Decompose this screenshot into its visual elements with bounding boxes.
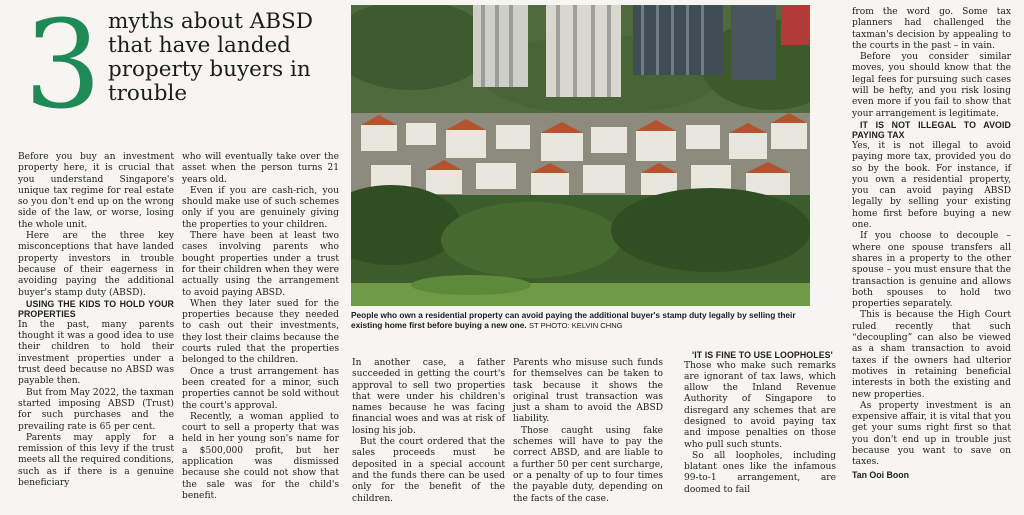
- paragraph: As property investment is an expensive affair, it is vital that you get your sums right first so that you don't end up in trouble just because you want to save on taxes.: [852, 400, 1011, 468]
- photo-caption: [351, 310, 811, 332]
- paragraph: Those who make such remarks are ignorant of tax laws, which allow the Inland Revenue Authority of Singapore to disregard any schemes that are designed to avoid paying tax and impose penalties on those who pull such stunts.: [684, 360, 836, 450]
- paragraph: There have been at least two cases involving parents who bought properties under a trust for their children when they were actually using the arrangement to avoid paying ABSD.: [182, 231, 339, 298]
- paragraph: Here are the three key misconceptions that have landed property investors in trouble because of their eagerness in avoiding paying the additional buyer's stamp duty (ABSD).: [18, 231, 174, 298]
- paragraph: Those caught using fake schemes will have to pay the correct ABSD, and are liable to a further 50 per cent surcharge, or a penalty of up to four times the payable duty, depending on the facts of the case.: [513, 425, 663, 504]
- paragraph: Once a trust arrangement has been created for a minor, such properties cannot be sold without the court's approval.: [182, 366, 339, 411]
- author-byline: Tan Ooi Boon: [852, 469, 910, 480]
- headline-number: 3: [24, 0, 102, 136]
- column-6: [852, 7, 1011, 481]
- paragraph: In another case, a father succeeded in getting the court's approval to sell two properties that were under his children's names because he was facing financial woes and was at risk of losing his job.: [352, 358, 505, 436]
- column-2: [182, 152, 339, 502]
- paragraph: Yes, it is not illegal to avoid paying more tax, provided you do so by the book. For instance, if you own a residential property, you can avoid paying ABSD legally by selling your existing home first before buying a new one.: [852, 140, 1011, 231]
- photo-landed-housing-estate: [351, 5, 810, 306]
- paragraph: Before you consider similar moves, you should know that the legal fees for pursuing such cases will be hefty, and you risk losing even more if you fail to show that your arrangement is legitimate.: [852, 52, 1011, 119]
- paragraph: When they later sued for the properties because they needed to cash out their investments, they lost their claims because the courts ruled that the properties belonged to the children.: [182, 298, 339, 366]
- column-1: [18, 152, 174, 489]
- paragraph: from the word go. Some tax planners had challenged the taxman's decision by appealing to the courts in the past – in vain.: [852, 7, 1011, 51]
- paragraph: In the past, many parents thought it was a good idea to use their children to hold their investment properties under a trust deed because no ABSD was payable then.: [18, 319, 174, 387]
- headline: myths about ABSD that have landed property buyers in trouble: [108, 9, 314, 106]
- paragraph: Before you buy an investment property here, it is crucial that you understand Singapore's unique tax regime for real estate so you don't end up on the wrong side of the law, or worse, losing the whole unit.: [18, 152, 174, 230]
- paragraph: Recently, a woman applied to court to sell a property that was held in her young son's name for a $500,000 profit, but her application was dismissed because she could not show that the sale was for the child's benefit.: [182, 411, 339, 501]
- paragraph: So all loopholes, including blatant ones like the infamous 99-to-1 arrangement, are doomed to fail: [684, 450, 836, 495]
- paragraph: Parents who misuse such funds for themselves can be taken to task because it shows the original trust transaction was just a sham to avoid the ABSD liability.: [513, 358, 663, 425]
- column-5: [684, 350, 836, 496]
- paragraph: But the court ordered that the sales proceeds must be deposited in a special account and the funds there can be used only for the benefit of the children.: [352, 437, 505, 504]
- paragraph: who will eventually take over the asset when the person turns 21 years old.: [182, 152, 339, 185]
- caption-text: People who own a residential property can avoid paying the additional buyer's stamp duty legally by selling their existing home first before buying a new one.: [351, 310, 796, 331]
- subhead-loopholes: 'IT IS FINE TO USE LOOPHOLES': [692, 350, 833, 360]
- paragraph: But from May 2022, the taxman started imposing ABSD (Trust) for such purchases and the prevailing rate is 65 per cent.: [18, 387, 174, 432]
- paragraph: If you choose to decouple – where one spouse transfers all shares in a property to the other spouse – you must ensure that the transaction is genuine and allows both spouses to hold two properties separately.: [852, 231, 1011, 310]
- photo-illustration: [351, 5, 810, 306]
- subhead-not-illegal: IT IS NOT ILLEGAL TO AVOID PAYING TAX: [852, 119, 1011, 141]
- paragraph: Parents may apply for a remission of this levy if the trust meets all the required conditions, such as if there is a genuine beneficiary: [18, 432, 174, 489]
- column-4: [513, 358, 663, 505]
- paragraph: Even if you are cash-rich, you should make use of such schemes only if you are genuinely giving the properties to your children.: [182, 185, 339, 230]
- subhead-using-kids: USING THE KIDS TO HOLD YOUR PROPERTIES: [18, 298, 174, 320]
- photo-credit: ST PHOTO: KELVIN CHNG: [528, 321, 623, 331]
- paragraph: This is because the High Court ruled recently that such “decoupling” can also be viewed as a sham transaction to avoid taxes if the owners had ulterior motives in retaining beneficial interests in both the existing and new properties.: [852, 310, 1011, 400]
- column-3: [352, 358, 505, 505]
